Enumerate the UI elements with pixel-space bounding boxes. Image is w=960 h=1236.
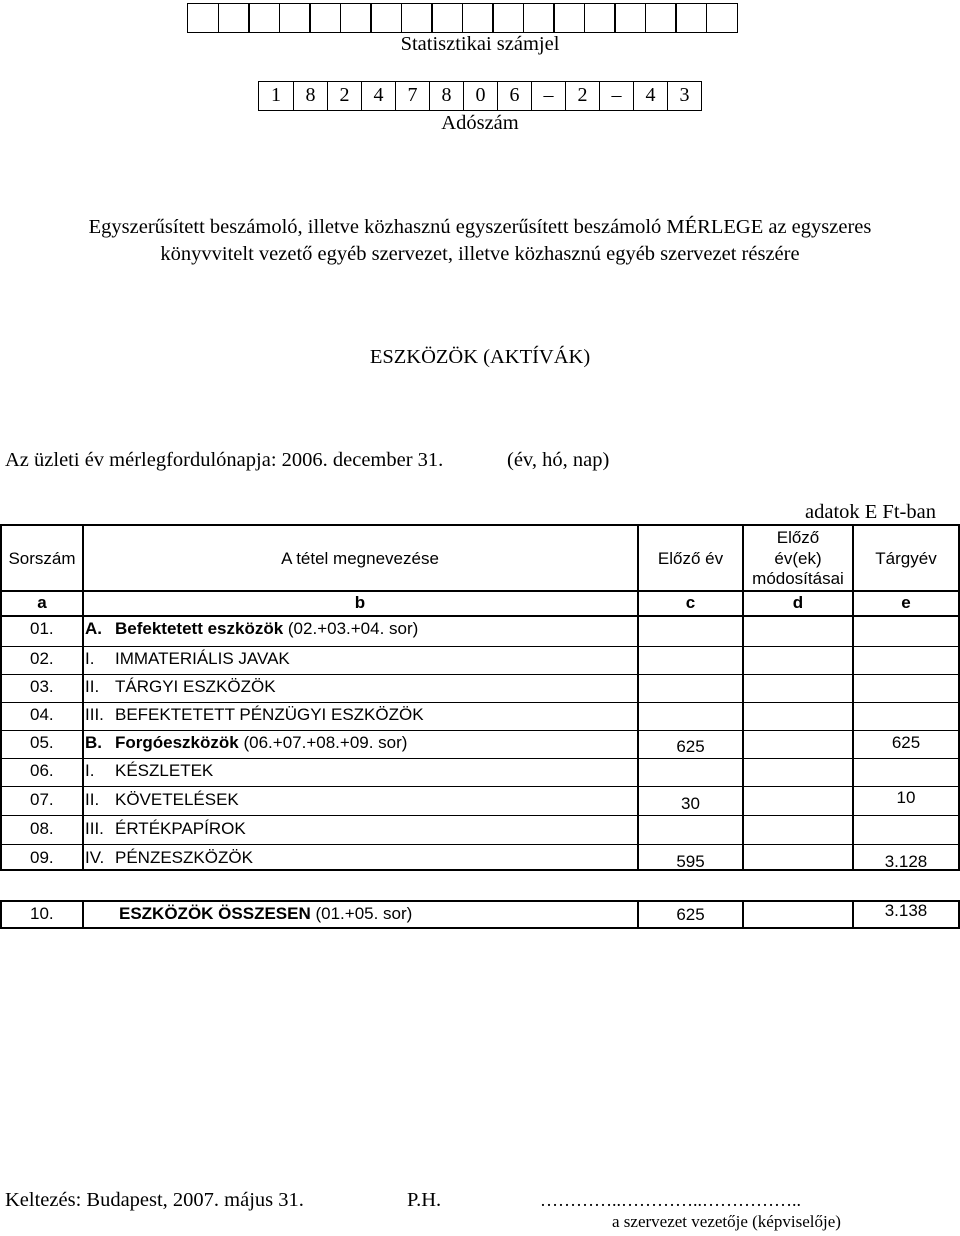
stat-box: [584, 3, 616, 33]
header-elozo-ev: Előző év: [657, 549, 724, 568]
row-label: [115, 790, 239, 810]
date-format-hint: (év, hó, nap): [507, 449, 610, 471]
tax-number-boxes: [258, 81, 702, 111]
row-code: II.: [85, 790, 100, 809]
row-name: Forgóeszközök: [115, 733, 239, 752]
row-num: 06.: [30, 761, 54, 780]
stat-box: [279, 3, 311, 33]
stat-box: [523, 3, 555, 33]
row-curr: 10: [896, 788, 916, 807]
row-curr: 3.128: [884, 852, 928, 871]
total-row-label: [119, 904, 412, 924]
row-label: [115, 649, 290, 669]
row-num: 02.: [30, 649, 54, 668]
tax-digit: 4: [361, 82, 395, 110]
tax-digit: 2: [327, 82, 361, 110]
row-name: IMMATERIÁLIS JAVAK: [115, 649, 290, 668]
header-modositasai-3: módosításai: [752, 569, 844, 588]
row-prev: 30: [681, 794, 700, 813]
signature-label: a szervezet vezetője (képviselője): [612, 1212, 841, 1231]
tax-digit: 3: [667, 82, 701, 110]
header-modositasai-1: Előző: [776, 528, 820, 547]
stat-box: [492, 3, 524, 33]
tax-digit: 8: [293, 82, 327, 110]
row-prev: 625: [676, 737, 705, 756]
header-modositasai-2: év(ek): [774, 549, 822, 568]
row-code: III.: [85, 705, 104, 724]
row-name: ÉRTÉKPAPÍROK: [115, 819, 246, 838]
row-name: PÉNZESZKÖZÖK: [115, 848, 253, 867]
footer-date: Keltezés: Budapest, 2007. május 31.: [5, 1189, 304, 1211]
row-name: KÖVETELÉSEK: [115, 790, 239, 809]
stat-box: [706, 3, 738, 33]
stat-box: [645, 3, 677, 33]
row-name: Befektetett eszközök: [115, 619, 284, 638]
tax-digit: 1: [271, 84, 281, 106]
stat-box: [218, 3, 250, 33]
stat-box: [675, 3, 707, 33]
row-num: 07.: [30, 790, 54, 809]
row-label: [115, 761, 213, 781]
header-megnevezes: A tétel megnevezése: [281, 549, 439, 568]
row-label: [115, 819, 246, 839]
total-row-suffix: (01.+05. sor): [310, 904, 413, 923]
row-code: I.: [85, 761, 95, 780]
tax-digit: 6: [497, 82, 531, 110]
row-code: B.: [85, 733, 102, 752]
total-row-curr: 3.138: [884, 901, 928, 920]
stat-box: [309, 3, 341, 33]
row-prev: 595: [676, 852, 705, 871]
tax-number-label: Adószám: [441, 112, 519, 134]
row-code: A.: [85, 619, 102, 638]
stat-box: [462, 3, 494, 33]
row-suffix: (06.+07.+08.+09. sor): [238, 733, 408, 752]
stat-box: [401, 3, 433, 33]
stat-number-boxes: [187, 3, 738, 33]
total-row-name: ESZKÖZÖK ÖSSZESEN: [119, 904, 311, 923]
row-code: II.: [85, 677, 100, 696]
stat-box: [553, 3, 585, 33]
letter-b: b: [354, 593, 366, 612]
signature-dots: …………..…………..……………..: [540, 1190, 801, 1210]
stat-box: [370, 3, 402, 33]
balance-date: Az üzleti év mérlegfordulónapja: 2006. december 31.: [5, 449, 444, 471]
row-curr: 625: [891, 733, 921, 752]
stat-number-label: Statisztikai számjel: [400, 33, 560, 55]
row-suffix: (02.+03.+04. sor): [283, 619, 419, 638]
row-label: [115, 848, 253, 868]
row-code: III.: [85, 819, 104, 838]
row-num: 04.: [30, 705, 54, 724]
stat-box: [187, 3, 219, 33]
row-num: 05.: [30, 733, 54, 752]
letter-d: d: [792, 593, 804, 612]
row-num: 01.: [30, 619, 54, 638]
tax-digit: –: [531, 82, 565, 110]
row-label: [115, 619, 418, 639]
letter-c: c: [685, 593, 696, 612]
row-label: [115, 705, 424, 725]
total-row-num: 10.: [30, 904, 54, 923]
row-num: 03.: [30, 677, 54, 696]
section-title: ESZKÖZÖK (AKTÍVÁK): [369, 346, 591, 368]
stat-box: [340, 3, 372, 33]
tax-digit: 0: [463, 82, 497, 110]
unit-note: adatok E Ft-ban: [805, 501, 936, 523]
header-targyev: Tárgyév: [875, 549, 937, 568]
row-label: [115, 677, 276, 697]
footer-ph: P.H.: [407, 1189, 442, 1211]
row-label: [115, 733, 407, 753]
row-name: BEFEKTETETT PÉNZÜGYI ESZKÖZÖK: [115, 705, 424, 724]
row-name: KÉSZLETEK: [115, 761, 214, 780]
row-num: 08.: [30, 819, 54, 838]
stat-box: [248, 3, 280, 33]
report-title-line2: könyvvitelt vezető egyéb szervezet, illetve közhasznú egyéb szervezet részére: [160, 243, 800, 265]
stat-box: [614, 3, 646, 33]
stat-box: [431, 3, 463, 33]
tax-digit: 7: [395, 82, 429, 110]
tax-digit: 8: [429, 82, 463, 110]
header-sorszam: Sorszám: [8, 549, 76, 568]
letter-e: e: [901, 593, 911, 612]
row-code: I.: [85, 649, 95, 668]
report-title-line1: Egyszerűsített beszámoló, illetve közhasznú egyszerűsített beszámoló MÉRLEGE az egyszeres: [88, 216, 872, 238]
letter-a: a: [37, 593, 47, 612]
row-code: IV.: [85, 848, 105, 867]
row-num: 09.: [30, 848, 54, 867]
total-row-prev: 625: [676, 905, 705, 924]
row-name: TÁRGYI ESZKÖZÖK: [115, 677, 276, 696]
tax-digit: 2: [565, 82, 599, 110]
tax-digit: 4: [633, 82, 667, 110]
tax-digit: –: [599, 82, 633, 110]
